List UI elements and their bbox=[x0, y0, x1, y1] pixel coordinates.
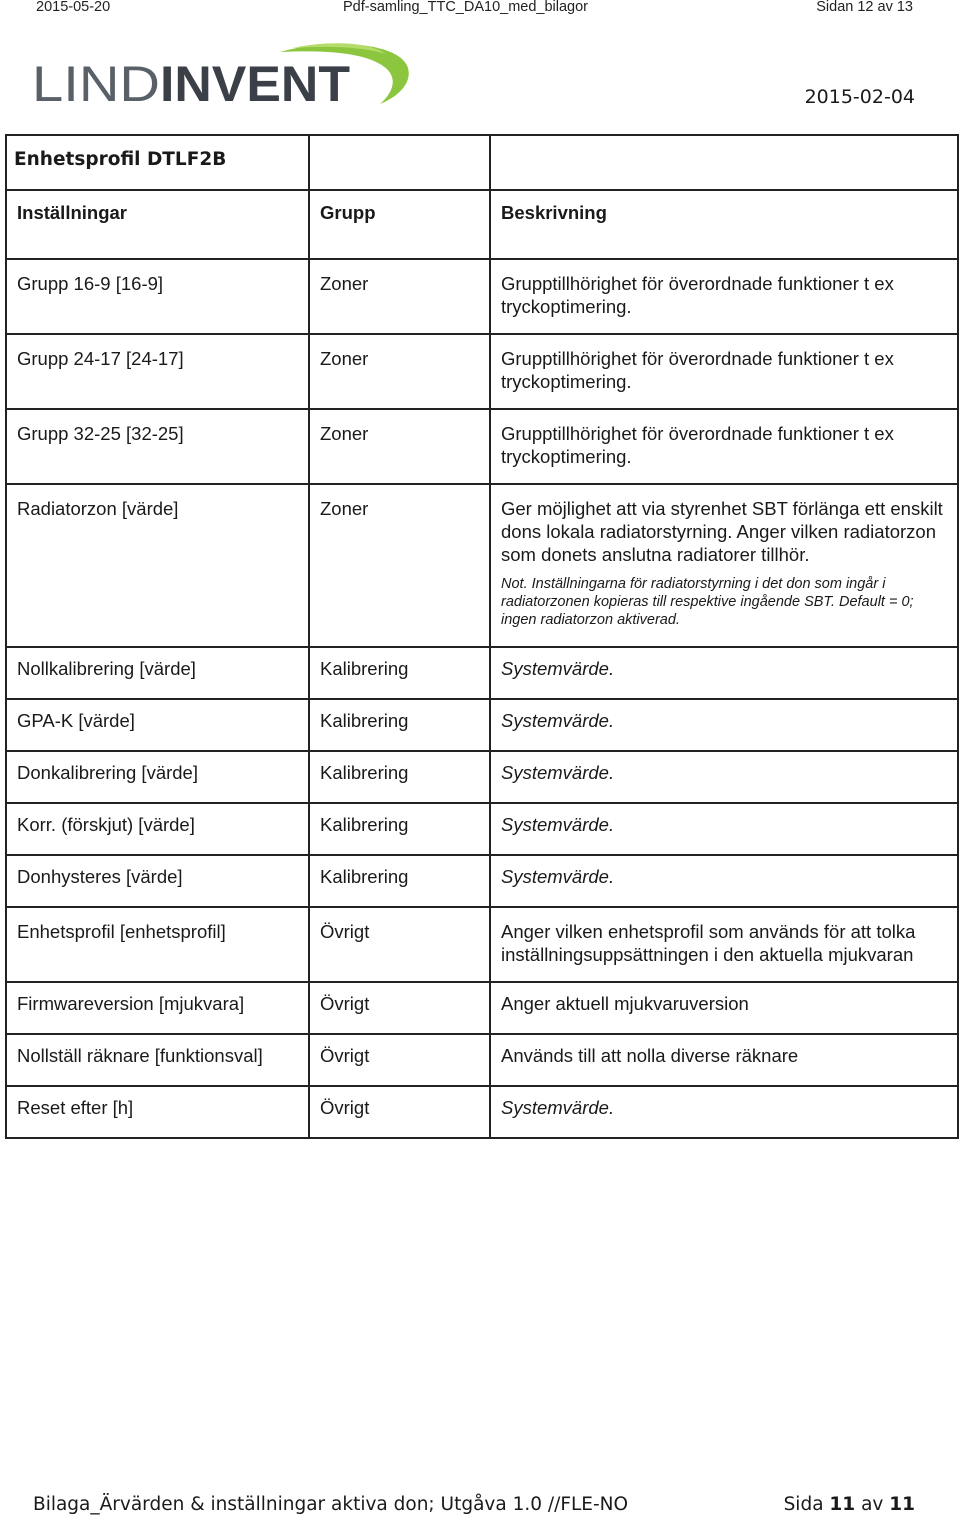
group-cell bbox=[309, 484, 490, 647]
setting-cell bbox=[6, 855, 309, 907]
description-cell bbox=[490, 647, 958, 699]
table-row bbox=[6, 1086, 958, 1138]
group-cell bbox=[309, 982, 490, 1034]
table-row bbox=[6, 907, 958, 982]
setting-cell bbox=[6, 647, 309, 699]
group-cell-text: Kalibrering bbox=[320, 658, 409, 679]
group-cell bbox=[309, 907, 490, 982]
header-group: Grupp bbox=[309, 190, 490, 259]
footer-page-sep: av bbox=[861, 1494, 884, 1515]
group-cell-text: Kalibrering bbox=[320, 710, 409, 731]
footer-page-prefix: Sida bbox=[783, 1494, 824, 1515]
table-row bbox=[6, 259, 958, 334]
setting-cell bbox=[6, 1086, 309, 1138]
description-cell-text: Systemvärde. bbox=[501, 1097, 615, 1118]
description-cell-text: Systemvärde. bbox=[501, 866, 615, 887]
setting-cell-text: Firmwareversion [mjukvara] bbox=[17, 993, 245, 1014]
group-cell bbox=[309, 409, 490, 484]
file-name: Pdf-samling_TTC_DA10_med_bilagor bbox=[343, 0, 589, 15]
table-header-row bbox=[6, 190, 958, 259]
footer-page-total: 11 bbox=[889, 1494, 915, 1515]
description-cell-text: Systemvärde. bbox=[501, 814, 615, 835]
table-row bbox=[6, 334, 958, 409]
table-title-row bbox=[6, 135, 958, 190]
logo-text-bold: INVENT bbox=[160, 56, 350, 110]
group-cell-text: Zoner bbox=[320, 273, 369, 294]
description-cell bbox=[490, 855, 958, 907]
description-cell bbox=[490, 1034, 958, 1086]
group-cell-text: Kalibrering bbox=[320, 814, 409, 835]
description-cell bbox=[490, 751, 958, 803]
group-cell-text: Övrigt bbox=[320, 921, 370, 942]
description-cell bbox=[490, 259, 958, 334]
group-cell-text: Zoner bbox=[320, 423, 369, 444]
table-row bbox=[6, 647, 958, 699]
page-header-bar bbox=[0, 0, 960, 16]
description-cell bbox=[490, 409, 958, 484]
description-cell bbox=[490, 982, 958, 1034]
description-cell bbox=[490, 484, 958, 647]
table-row bbox=[6, 1034, 958, 1086]
description-cell-text: Grupptillhörighet för överordnade funktioner t ex tryckoptimering. bbox=[501, 348, 894, 392]
setting-cell-text: Nollställ räknare [funktionsval] bbox=[17, 1045, 263, 1066]
print-date: 2015-05-20 bbox=[36, 0, 111, 15]
setting-cell bbox=[6, 334, 309, 409]
description-cell bbox=[490, 1086, 958, 1138]
empty-cell bbox=[309, 135, 490, 190]
description-cell-text: Systemvärde. bbox=[501, 762, 615, 783]
group-cell-text: Övrigt bbox=[320, 1045, 370, 1066]
group-cell-text: Zoner bbox=[320, 498, 369, 519]
setting-cell bbox=[6, 699, 309, 751]
table-row bbox=[6, 751, 958, 803]
description-cell-text: Anger aktuell mjukvaruversion bbox=[501, 993, 749, 1014]
page-footer bbox=[33, 1494, 915, 1515]
group-cell-text: Kalibrering bbox=[320, 866, 409, 887]
description-cell bbox=[490, 699, 958, 751]
header-description: Beskrivning bbox=[490, 190, 958, 259]
group-cell-text: Zoner bbox=[320, 348, 369, 369]
setting-cell-text: Donhysteres [värde] bbox=[17, 866, 183, 887]
setting-cell-text: Radiatorzon [värde] bbox=[17, 498, 179, 519]
description-cell-text: Grupptillhörighet för överordnade funktioner t ex tryckoptimering. bbox=[501, 423, 894, 467]
setting-cell-text: Grupp 16-9 [16-9] bbox=[17, 273, 164, 294]
setting-cell bbox=[6, 982, 309, 1034]
empty-cell bbox=[490, 135, 958, 190]
group-cell-text: Övrigt bbox=[320, 993, 370, 1014]
group-cell bbox=[309, 1086, 490, 1138]
description-cell-text: Anger vilken enhetsprofil som används för att tolka inställningsuppsättningen i den aktuella mjukvaran bbox=[501, 921, 916, 965]
group-cell bbox=[309, 751, 490, 803]
table-row bbox=[6, 803, 958, 855]
setting-cell-text: Korr. (förskjut) [värde] bbox=[17, 814, 195, 835]
lindinvent-logo-graphic bbox=[30, 38, 420, 110]
table-row bbox=[6, 855, 958, 907]
setting-cell-text: Nollkalibrering [värde] bbox=[17, 658, 196, 679]
setting-cell bbox=[6, 1034, 309, 1086]
profile-title: Enhetsprofil DTLF2B bbox=[6, 135, 309, 190]
description-cell-text: Används till att nolla diverse räknare bbox=[501, 1045, 799, 1066]
group-cell bbox=[309, 855, 490, 907]
table-row bbox=[6, 409, 958, 484]
header-settings: Inställningar bbox=[6, 190, 309, 259]
setting-cell-text: Grupp 32-25 [32-25] bbox=[17, 423, 184, 444]
lindinvent-logo bbox=[30, 38, 420, 110]
description-cell bbox=[490, 334, 958, 409]
setting-cell bbox=[6, 484, 309, 647]
description-cell bbox=[490, 907, 958, 982]
setting-cell-text: Reset efter [h] bbox=[17, 1097, 134, 1118]
group-cell bbox=[309, 699, 490, 751]
description-cell-text: Systemvärde. bbox=[501, 658, 615, 679]
setting-cell-text: Enhetsprofil [enhetsprofil] bbox=[17, 921, 226, 942]
document-date: 2015-02-04 bbox=[804, 86, 915, 108]
description-cell-text: Systemvärde. bbox=[501, 710, 615, 731]
logo-text-light: LIND bbox=[32, 56, 160, 110]
setting-cell-text: Grupp 24-17 [24-17] bbox=[17, 348, 184, 369]
table-row bbox=[6, 699, 958, 751]
description-note: Not. Inställningarna för radiatorstyrning i det don som ingår i radiatorzonen kopieras till respektive ingående SBT. Default = 0; ingen radiatorzon aktiverad. bbox=[501, 576, 914, 628]
setting-cell bbox=[6, 751, 309, 803]
setting-cell bbox=[6, 409, 309, 484]
setting-cell bbox=[6, 259, 309, 334]
table-row bbox=[6, 484, 958, 647]
setting-cell bbox=[6, 907, 309, 982]
print-page-number: Sidan 12 av 13 bbox=[816, 0, 913, 15]
footer-page-number bbox=[784, 1494, 915, 1515]
group-cell-text: Kalibrering bbox=[320, 762, 409, 783]
description-cell bbox=[490, 803, 958, 855]
setting-cell-text: GPA-K [värde] bbox=[17, 710, 135, 731]
setting-cell-text: Donkalibrering [värde] bbox=[17, 762, 198, 783]
table-row bbox=[6, 982, 958, 1034]
group-cell bbox=[309, 803, 490, 855]
group-cell-text: Övrigt bbox=[320, 1097, 370, 1118]
footer-document-name: Bilaga_Ärvärden & inställningar aktiva don; Utgåva 1.0 //FLE-NO bbox=[33, 1494, 629, 1515]
group-cell bbox=[309, 647, 490, 699]
description-cell-text: Ger möjlighet att via styrenhet SBT förlänga ett enskilt dons lokala radiatorstyrning. Anger vilken radiatorzon som donets anslutna radiatorer tillhör. bbox=[501, 498, 943, 565]
group-cell bbox=[309, 259, 490, 334]
settings-table bbox=[5, 134, 959, 1139]
setting-cell bbox=[6, 803, 309, 855]
group-cell bbox=[309, 334, 490, 409]
group-cell bbox=[309, 1034, 490, 1086]
footer-page-current: 11 bbox=[829, 1494, 856, 1515]
description-cell-text: Grupptillhörighet för överordnade funktioner t ex tryckoptimering. bbox=[501, 273, 894, 317]
